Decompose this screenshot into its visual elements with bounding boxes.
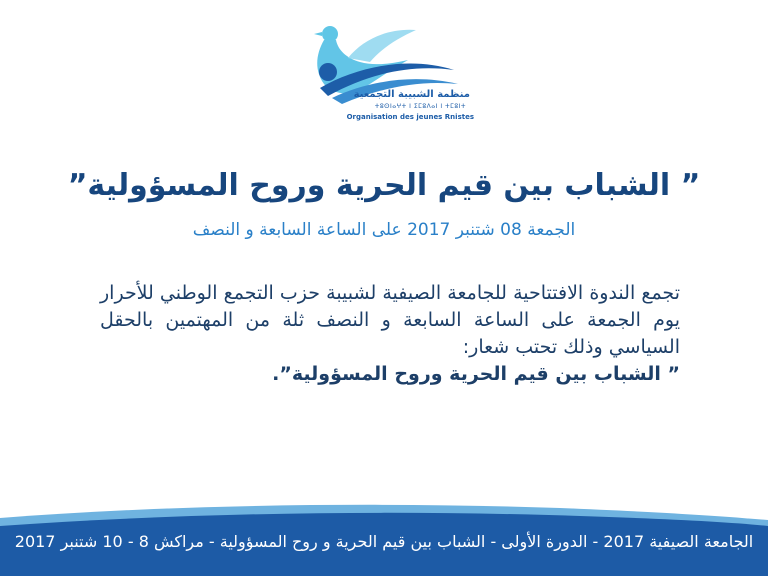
event-date-line: الجمعة 08 شتنبر 2017 على الساعة السابعة و النصف	[192, 220, 576, 240]
footer-event-info: الجامعة الصيفية 2017 - الدورة الأولى - الشباب بين قيم الحرية و روح المسؤولية - مراكش 8 - 10 شتنبر 2017	[14, 532, 754, 551]
logo-name-french: Organisation des jeunes Rnistes	[346, 113, 474, 121]
event-description	[100, 280, 680, 388]
footer-banner	[0, 500, 768, 576]
description-paragraph: تجمع الندوة الافتتاحية للجامعة الصيفية لشبيبة حزب التجمع الوطني للأحرار يوم الجمعة على الساعة السابعة و النصف ثلة من المهتمين بالحقل السياسي وذلك تحتب شعار:	[100, 282, 680, 358]
organisation-logo	[298, 14, 488, 124]
logo-name-tifinagh: ⵜⵓⵙⵏⴰⵖⵜ ⵏ ⵉⵎⵓⴷⴰⵏ ⵏ ⵜⵎⵓⵏⵜ	[374, 103, 466, 110]
logo-name-arabic: منظمة الشبيبة التجمعية	[353, 89, 470, 100]
description-slogan: ” الشباب بين قيم الحرية وروح المسؤولية”.	[272, 363, 680, 385]
event-headline: ” الشباب بين قيم الحرية وروح المسؤولية”	[67, 168, 701, 203]
